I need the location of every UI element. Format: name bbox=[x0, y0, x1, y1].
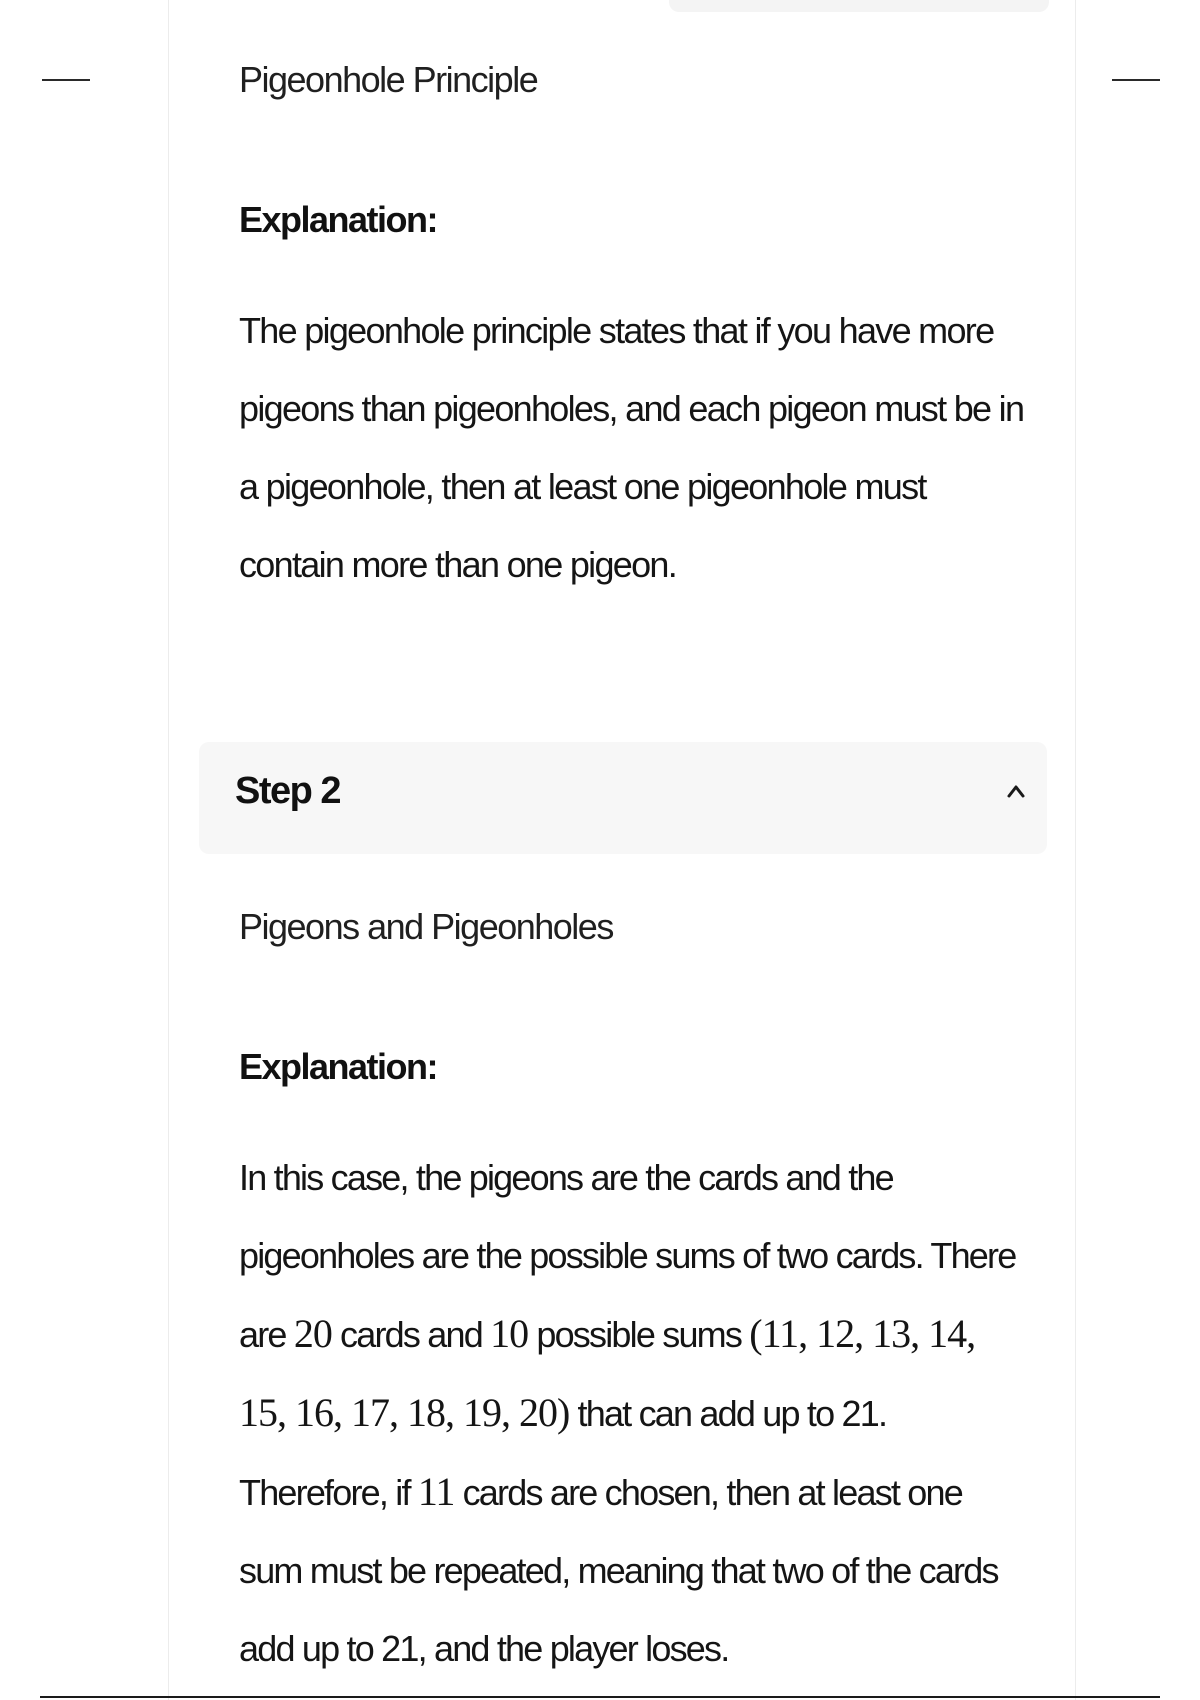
left-edge-dash bbox=[42, 79, 90, 81]
solution-panel bbox=[168, 0, 1076, 1700]
step-2-explanation-label: Explanation: bbox=[239, 1046, 438, 1087]
step-2-text-d: that can add up to 21. Therefore, if bbox=[239, 1393, 887, 1513]
step-2-explanation-text bbox=[239, 1139, 1029, 1688]
number-cards: 20 bbox=[293, 1311, 332, 1356]
step-2-subtitle: Pigeons and Pigeonholes bbox=[239, 906, 613, 947]
number-sums: 10 bbox=[490, 1311, 529, 1356]
step-1-subtitle: Pigeonhole Principle bbox=[239, 59, 538, 100]
previous-section-edge bbox=[669, 0, 1049, 12]
sums-list: (11, 12, 13, 14, 15, 16, 17, 18, 19, 20) bbox=[239, 1311, 976, 1435]
bottom-divider bbox=[40, 1696, 1160, 1698]
step-2-header[interactable] bbox=[199, 742, 1047, 854]
chevron-up-icon[interactable] bbox=[1004, 780, 1028, 804]
step-1-explanation-text: The pigeonhole principle states that if you have more pigeons than pigeonholes, and each pigeon must be in a pigeonhole, then at least one pigeonhole must contain more than one pigeon. bbox=[239, 310, 1024, 585]
step-2-text-c: possible sums bbox=[528, 1314, 750, 1355]
step-2-body bbox=[239, 905, 1029, 1688]
step-2-text-a: In this case, the pigeons are the cards and the pigeonholes are the possible sums of two cards. There are bbox=[239, 1157, 1016, 1355]
step-1-body bbox=[239, 58, 1029, 604]
step-1-explanation-label: Explanation: bbox=[239, 199, 438, 240]
step-2-title: Step 2 bbox=[235, 770, 341, 812]
right-edge-dash bbox=[1112, 79, 1160, 81]
step-2-text-e: cards are chosen, then at least one sum must be repeated, meaning that two of the cards add up to 21, and the player loses. bbox=[239, 1472, 998, 1669]
step-2-text-b: cards and bbox=[331, 1314, 491, 1355]
number-chosen: 11 bbox=[417, 1469, 455, 1514]
